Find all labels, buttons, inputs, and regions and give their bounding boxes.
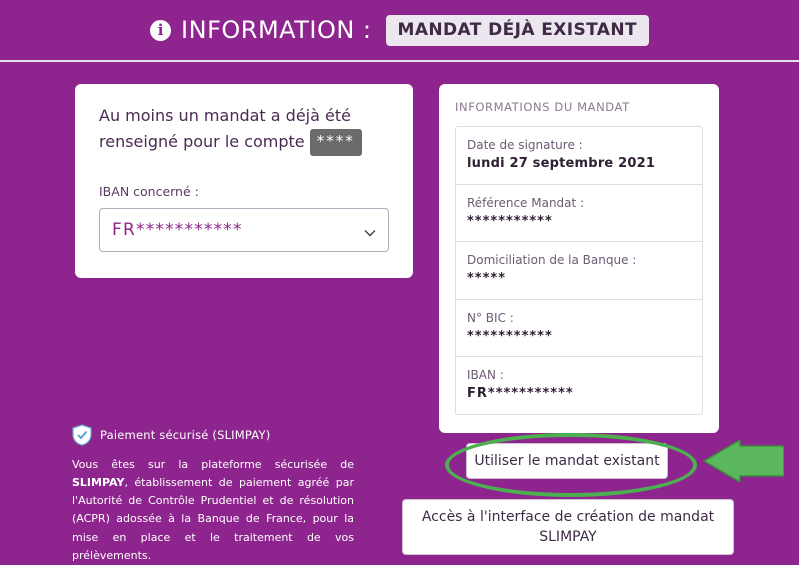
- mandate-info-list: [455, 126, 703, 415]
- create-mandate-button[interactable]: [402, 499, 734, 555]
- existing-mandate-card: [75, 84, 413, 278]
- list-item: [456, 300, 702, 358]
- info-label: Référence Mandat :: [467, 195, 585, 210]
- lead-text: [99, 104, 389, 156]
- iban-select[interactable]: [99, 208, 389, 252]
- info-label: Date de signature :: [467, 138, 583, 152]
- lead-text-label: Au moins un mandat a déjà été renseigné pour le compte: [99, 106, 351, 151]
- info-label: Domiciliation de la Banque :: [467, 253, 637, 267]
- info-circle-icon: i: [150, 20, 171, 41]
- secure-payment-block: [72, 424, 354, 565]
- iban-field-label: IBAN concerné :: [99, 184, 199, 200]
- create-mandate-label: [422, 507, 714, 548]
- list-item: [456, 185, 702, 243]
- page-title: INFORMATION :: [181, 16, 372, 44]
- iban-select-value: FR***********: [112, 220, 243, 241]
- info-value: lundi 27 septembre 2021: [467, 156, 656, 171]
- info-value: ***********: [467, 213, 553, 229]
- main-content: [0, 62, 799, 562]
- info-value: ***********: [467, 328, 553, 344]
- secure-payment-text: [72, 456, 354, 565]
- green-left-arrow-icon: [700, 440, 784, 482]
- create-mandate-line2: SLIMPAY: [539, 529, 597, 545]
- mandate-info-title: INFORMATIONS DU MANDAT: [455, 100, 630, 114]
- secure-text-after: , établissement de paiement agréé par l'Autorité de Contrôle Prudentiel et de résolution (ACPR) adossée à la Banque de France, pour la mise en place et le traitement de vos prélèvements.: [72, 476, 354, 562]
- secure-payment-title: Paiement sécurisé (SLIMPAY): [100, 428, 271, 442]
- use-existing-mandate-button[interactable]: Utiliser le mandat existant: [466, 443, 668, 479]
- list-item: [456, 357, 702, 414]
- info-label: IBAN :: [467, 368, 504, 382]
- info-label: N° BIC :: [467, 310, 514, 325]
- shield-check-icon: [72, 424, 92, 446]
- status-badge: MANDAT DÉJÀ EXISTANT: [386, 15, 649, 46]
- chevron-down-icon: [364, 224, 376, 236]
- secure-payment-header: [72, 424, 354, 446]
- secure-text-brand: SLIMPAY: [72, 476, 125, 490]
- information-header: [0, 0, 799, 62]
- list-item: [456, 242, 702, 300]
- create-mandate-line1: Accès à l'interface de création de mandat: [421, 508, 715, 525]
- secure-text-before: Vous êtes sur la plateforme sécurisée de: [72, 458, 354, 471]
- info-value: *****: [467, 271, 506, 286]
- masked-account-value: ****: [310, 129, 362, 156]
- info-value: FR***********: [467, 386, 574, 401]
- mandate-info-card: [439, 84, 719, 433]
- list-item: [456, 127, 702, 185]
